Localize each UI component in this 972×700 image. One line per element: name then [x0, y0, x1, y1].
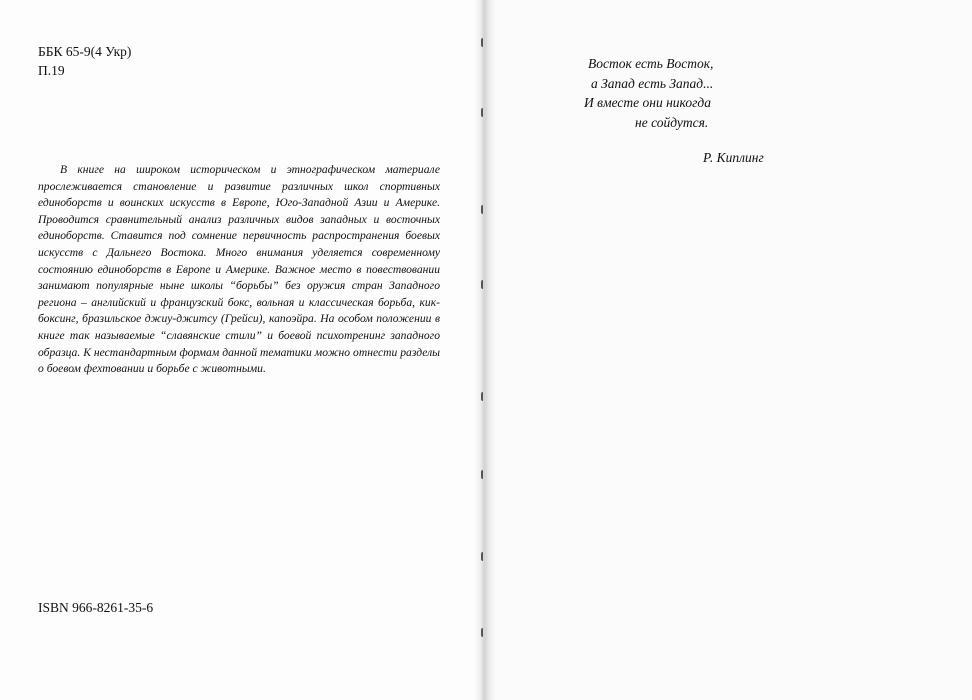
bbk-code: ББК 65-9(4 Укр)	[38, 44, 132, 59]
isbn-number: ISBN 966-8261-35-6	[38, 600, 154, 615]
binding-stitch	[481, 38, 488, 47]
binding-stitch	[481, 392, 488, 401]
epigraph	[580, 54, 780, 132]
index-code: П.19	[38, 63, 65, 78]
library-classification	[38, 42, 131, 80]
binding-stitch	[481, 280, 488, 289]
epigraph-line: И вместе они никогда	[584, 95, 711, 110]
left-page	[0, 0, 480, 700]
epigraph-line: не сойдутся.	[635, 114, 709, 130]
binding-stitch	[481, 552, 488, 561]
binding-stitch	[481, 108, 488, 117]
binding-stitch	[481, 205, 488, 214]
epigraph-author: Р. Киплинг	[703, 150, 764, 165]
epigraph-line: Восток есть Восток,	[588, 56, 714, 71]
book-annotation: В книге на широком историческом и этнографическом материале прослеживается становление и развитие различных школ спортивных единоборств и воинских искусств в Европе, Юго-Западной Азии и Америке. Проводится сравнительный анализ различных видов западных и восточных единоборств. Ставится под сомнение первичность распространения боевых искусств с Дальнего Востока. Много внимания уделяется современному состоянию единоборств в Европе и Америке. Важное место в повествовании занимают популярные ныне школы “борьбы” без оружия стран Западного региона – английский и французский бокс, вольная и классическая борьба, кик-боксинг, бразильское джиу-джитсу (Грейси), капоэйра. На особом положении в книге так называемые “славянские стили” и боевой психотренинг западного образца. К нестандартным формам данной тематики можно отнести разделы о боевом фехтовании и борьбе с животными.	[38, 163, 440, 376]
book-gutter	[474, 0, 496, 700]
binding-stitch	[481, 470, 488, 479]
epigraph-line: а Запад есть Запад...	[591, 75, 714, 91]
binding-stitch	[481, 628, 488, 637]
